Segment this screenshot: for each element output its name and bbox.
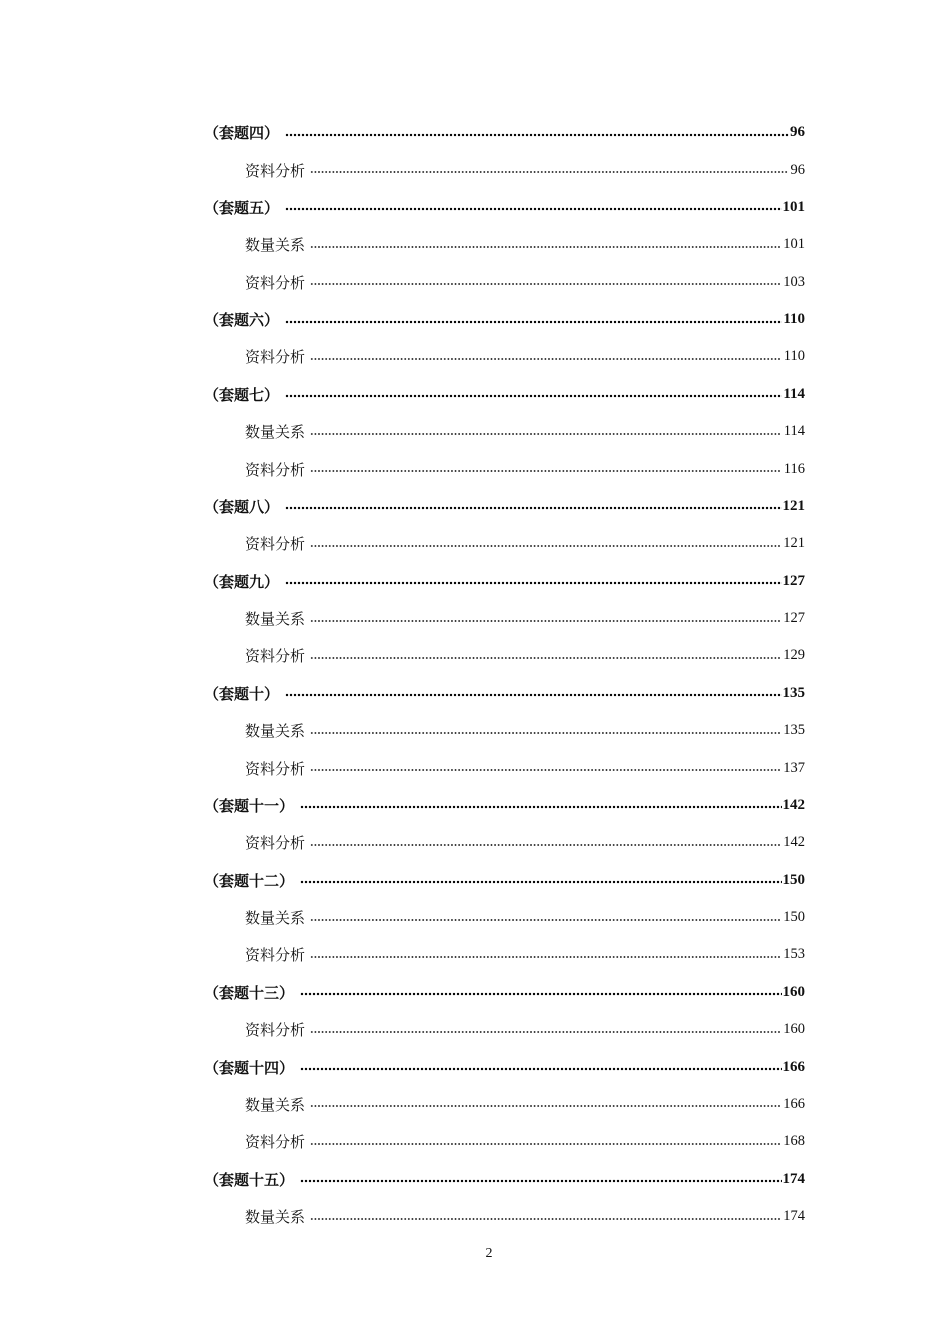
toc-entry bbox=[204, 1048, 805, 1085]
toc-entry-page: 103 bbox=[783, 273, 805, 290]
toc-entry bbox=[207, 338, 805, 375]
toc-entry-title: 资料分析 bbox=[245, 462, 306, 479]
toc-entry-page: 150 bbox=[783, 909, 805, 926]
dot-leader bbox=[300, 991, 781, 997]
toc-entry bbox=[204, 114, 805, 151]
toc-entry-page: 96 bbox=[790, 161, 805, 178]
dot-leader bbox=[310, 655, 780, 661]
toc-entry-title: 数量关系 bbox=[245, 724, 306, 741]
toc-entry-page: 174 bbox=[782, 1170, 805, 1187]
toc-entry-page: 110 bbox=[783, 348, 805, 365]
dot-leader bbox=[300, 1178, 781, 1184]
dot-leader bbox=[285, 319, 782, 325]
toc-entry bbox=[204, 301, 805, 338]
toc-entry bbox=[207, 525, 805, 562]
dot-leader bbox=[310, 1141, 780, 1147]
dot-leader bbox=[285, 692, 781, 698]
toc-entry bbox=[207, 413, 805, 450]
toc-entry-title: 资料分析 bbox=[245, 350, 306, 367]
toc-entry bbox=[207, 712, 805, 749]
toc-entry-page: 121 bbox=[783, 535, 805, 552]
toc-entry-page: 142 bbox=[783, 834, 805, 851]
dot-leader bbox=[310, 356, 781, 362]
dot-leader bbox=[310, 767, 780, 773]
dot-leader bbox=[310, 431, 781, 437]
toc-entry bbox=[207, 1011, 805, 1048]
table-of-contents bbox=[204, 114, 805, 1235]
toc-entry bbox=[207, 264, 805, 301]
toc-entry-title: （套题十一） bbox=[204, 798, 295, 815]
toc-entry-title: （套题十） bbox=[204, 686, 280, 703]
dot-leader bbox=[310, 281, 780, 287]
toc-entry-title: 资料分析 bbox=[245, 649, 306, 666]
toc-entry-page: 160 bbox=[783, 1021, 805, 1038]
dot-leader bbox=[310, 244, 780, 250]
toc-entry bbox=[204, 563, 805, 600]
dot-leader bbox=[310, 618, 780, 624]
dot-leader bbox=[310, 169, 787, 175]
toc-entry bbox=[207, 226, 805, 263]
toc-entry bbox=[207, 600, 805, 637]
dot-leader bbox=[285, 505, 781, 511]
toc-entry-title: 资料分析 bbox=[245, 761, 306, 778]
toc-entry-title: （套题十三） bbox=[204, 985, 295, 1002]
toc-entry-page: 166 bbox=[782, 1058, 805, 1075]
toc-entry-title: （套题八） bbox=[204, 499, 280, 516]
toc-entry-title: （套题四） bbox=[204, 126, 280, 143]
toc-entry-title: 数量关系 bbox=[245, 425, 306, 442]
dot-leader bbox=[310, 1029, 780, 1035]
toc-entry-title: （套题五） bbox=[204, 200, 280, 217]
toc-entry bbox=[204, 1161, 805, 1198]
toc-entry bbox=[204, 189, 805, 226]
toc-entry bbox=[207, 936, 805, 973]
toc-entry bbox=[204, 376, 805, 413]
dot-leader bbox=[300, 1066, 781, 1072]
toc-entry-title: 数量关系 bbox=[245, 1210, 306, 1227]
dot-leader bbox=[310, 1103, 780, 1109]
dot-leader bbox=[285, 132, 789, 138]
dot-leader bbox=[310, 543, 780, 549]
toc-entry bbox=[207, 637, 805, 674]
toc-entry bbox=[207, 450, 805, 487]
toc-entry-page: 116 bbox=[783, 460, 805, 477]
toc-entry-title: （套题十五） bbox=[204, 1172, 295, 1189]
toc-entry-page: 101 bbox=[783, 236, 805, 253]
toc-entry bbox=[207, 1123, 805, 1160]
dot-leader bbox=[310, 954, 780, 960]
toc-entry-title: 资料分析 bbox=[245, 1135, 306, 1152]
toc-entry-title: （套题六） bbox=[204, 313, 280, 330]
toc-entry-page: 101 bbox=[782, 198, 805, 215]
dot-leader bbox=[310, 842, 780, 848]
toc-entry bbox=[207, 151, 805, 188]
toc-entry-title: 资料分析 bbox=[245, 275, 306, 292]
toc-entry bbox=[204, 974, 805, 1011]
toc-entry-title: 资料分析 bbox=[245, 948, 306, 965]
toc-entry-page: 96 bbox=[790, 124, 805, 141]
dot-leader bbox=[285, 206, 781, 212]
toc-entry-page: 160 bbox=[782, 983, 805, 1000]
dot-leader bbox=[285, 580, 781, 586]
toc-entry-title: 资料分析 bbox=[245, 537, 306, 554]
toc-entry-title: 数量关系 bbox=[245, 911, 306, 928]
toc-entry-page: 174 bbox=[783, 1208, 805, 1225]
toc-entry-title: 资料分析 bbox=[245, 836, 306, 853]
toc-entry-page: 114 bbox=[783, 385, 805, 402]
toc-entry-page: 168 bbox=[783, 1133, 805, 1150]
toc-entry-title: 数量关系 bbox=[245, 1097, 306, 1114]
toc-entry-page: 127 bbox=[782, 572, 805, 589]
page-number: 2 bbox=[485, 1246, 493, 1261]
dot-leader bbox=[310, 730, 780, 736]
toc-entry bbox=[207, 1086, 805, 1123]
toc-entry-title: （套题七） bbox=[204, 387, 280, 404]
toc-entry bbox=[204, 787, 805, 824]
toc-entry-title: （套题十四） bbox=[204, 1060, 295, 1077]
toc-entry-page: 137 bbox=[783, 759, 805, 776]
toc-entry bbox=[207, 749, 805, 786]
toc-entry-page: 135 bbox=[783, 722, 805, 739]
toc-entry-title: （套题九） bbox=[204, 574, 280, 591]
toc-entry-page: 110 bbox=[783, 311, 805, 328]
toc-entry-page: 114 bbox=[783, 423, 805, 440]
dot-leader bbox=[310, 1216, 780, 1222]
dot-leader bbox=[300, 879, 781, 885]
toc-entry-page: 150 bbox=[782, 871, 805, 888]
toc-entry bbox=[207, 899, 805, 936]
toc-entry bbox=[204, 488, 805, 525]
dot-leader bbox=[300, 804, 781, 810]
toc-entry-page: 121 bbox=[782, 497, 805, 514]
toc-entry-title: 数量关系 bbox=[245, 238, 306, 255]
toc-entry-page: 129 bbox=[783, 647, 805, 664]
toc-entry-title: 资料分析 bbox=[245, 163, 306, 180]
toc-entry bbox=[204, 862, 805, 899]
toc-entry-page: 127 bbox=[783, 610, 805, 627]
toc-entry-title: （套题十二） bbox=[204, 873, 295, 890]
toc-entry bbox=[207, 1198, 805, 1235]
toc-entry-page: 153 bbox=[783, 946, 805, 963]
toc-entry-title: 资料分析 bbox=[245, 1023, 306, 1040]
toc-entry bbox=[207, 824, 805, 861]
toc-entry-title: 数量关系 bbox=[245, 612, 306, 629]
toc-entry-page: 142 bbox=[782, 796, 805, 813]
dot-leader bbox=[310, 468, 781, 474]
toc-entry-page: 166 bbox=[783, 1095, 805, 1112]
toc-entry bbox=[204, 675, 805, 712]
dot-leader bbox=[310, 917, 780, 923]
dot-leader bbox=[285, 393, 782, 399]
toc-entry-page: 135 bbox=[782, 684, 805, 701]
